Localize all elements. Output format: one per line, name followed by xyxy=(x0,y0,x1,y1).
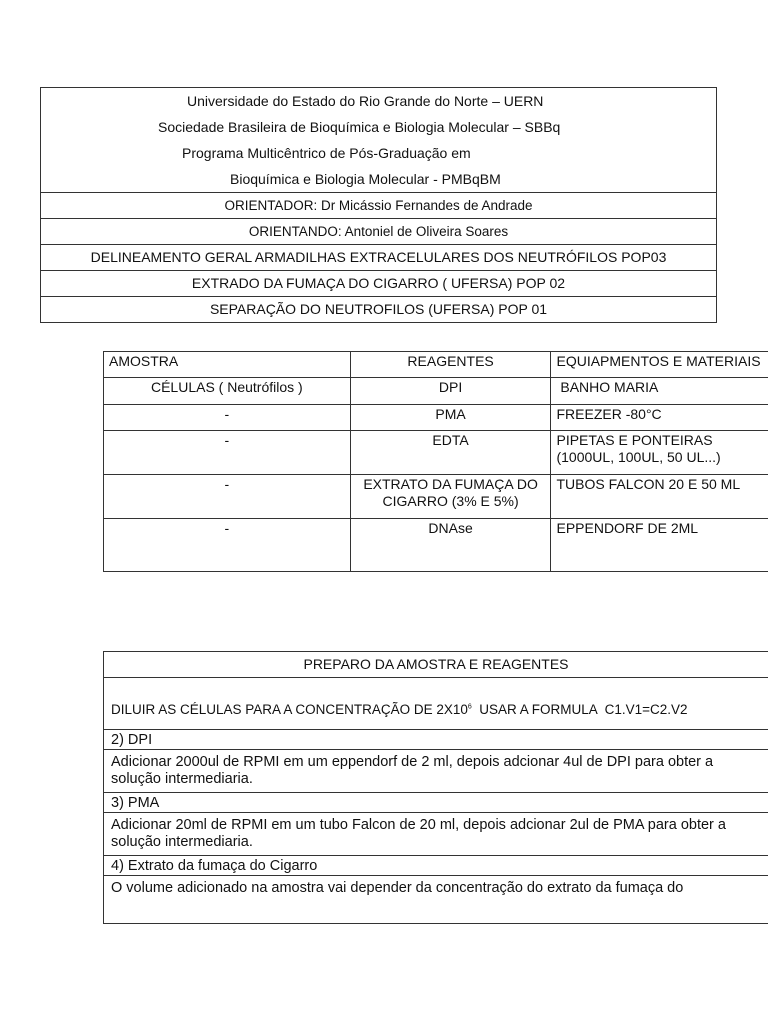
column-header-reagents: REAGENTES xyxy=(350,352,551,378)
table-row xyxy=(104,475,768,519)
section-body-pma: Adicionar 20ml de RPMI em um tubo Falcon de 20 ml, depois adcionar 2ul de PMA para obter a solução intermediaria. xyxy=(104,813,768,856)
dilution-formula: USAR A FORMULA C1.V1=C2.V2 xyxy=(471,702,688,717)
table-row xyxy=(104,378,768,405)
document-title-1: DELINEAMENTO GERAL ARMADILHAS EXTRACELULARES DOS NEUTRÓFILOS POP03 xyxy=(41,244,716,270)
society-name: Sociedade Brasileira de Bioquímica e Biologia Molecular – SBBq xyxy=(158,119,561,135)
equipment-cell: FREEZER -80°C xyxy=(551,405,768,431)
reagent-cell: DNAse xyxy=(350,519,551,572)
table-row xyxy=(104,431,768,475)
equipment-cell: PIPETAS E PONTEIRAS (1000UL, 100UL, 50 UL...) xyxy=(551,431,768,475)
section-body-smoke-extract: O volume adicionado na amostra vai depender da concentração do extrato da fumaça do xyxy=(111,880,684,896)
table-row xyxy=(104,405,768,431)
reagent-cell: EDTA xyxy=(350,431,551,475)
program-name: Programa Multicêntrico de Pós-Graduação em xyxy=(182,145,471,161)
section-body-dpi: Adicionar 2000ul de RPMI em um eppendorf de 2 ml, depois adcionar 4ul de DPI para obter a solução intermediaria. xyxy=(104,750,768,793)
document-title-2: EXTRADO DA FUMAÇA DO CIGARRO ( UFERSA) POP 02 xyxy=(41,270,716,296)
dilution-exponent: 6 xyxy=(467,703,472,711)
dilution-instruction xyxy=(104,678,768,730)
preparation-title: PREPARO DA AMOSTRA E REAGENTES xyxy=(104,652,768,678)
sample-cell: CÉLULAS ( Neutrófilos ) xyxy=(104,378,351,405)
column-header-equipment: EQUIAPMENTOS E MATERIAIS xyxy=(551,352,768,378)
reagent-cell: PMA xyxy=(350,405,551,431)
section-heading-pma: 3) PMA xyxy=(104,793,768,813)
reagent-cell: DPI xyxy=(350,378,551,405)
advisor-row: ORIENTADOR: Dr Micássio Fernandes de Andrade xyxy=(41,192,716,218)
table-header-row xyxy=(104,352,768,378)
header-box xyxy=(40,87,717,323)
table-row xyxy=(104,519,768,572)
column-header-sample: AMOSTRA xyxy=(104,352,351,378)
student-row: ORIENTANDO: Antoniel de Oliveira Soares xyxy=(41,218,716,244)
program-name-cont: Bioquímica e Biologia Molecular - PMBqBM xyxy=(230,171,501,187)
university-name: Universidade do Estado do Rio Grande do Norte – UERN xyxy=(187,93,544,109)
document-title-3: SEPARAÇÃO DO NEUTROFILOS (UFERSA) POP 01 xyxy=(41,296,716,322)
dilution-text: DILUIR AS CÉLULAS PARA A CONCENTRAÇÃO DE 2X10 xyxy=(111,702,468,717)
sample-cell: - xyxy=(104,405,351,431)
sample-cell: - xyxy=(104,431,351,475)
section-heading-dpi: 2) DPI xyxy=(104,730,768,750)
section-heading-smoke-extract: 4) Extrato da fumaça do Cigarro xyxy=(104,856,768,876)
sample-cell: - xyxy=(104,519,351,572)
sample-cell: - xyxy=(104,475,351,519)
equipment-cell: TUBOS FALCON 20 E 50 ML xyxy=(551,475,768,519)
preparation-box xyxy=(103,651,768,924)
materials-table xyxy=(103,351,768,572)
equipment-cell: EPPENDORF DE 2ML xyxy=(551,519,768,572)
equipment-cell: BANHO MARIA xyxy=(551,378,768,405)
reagent-cell: EXTRATO DA FUMAÇA DO CIGARRO (3% E 5%) xyxy=(350,475,551,519)
